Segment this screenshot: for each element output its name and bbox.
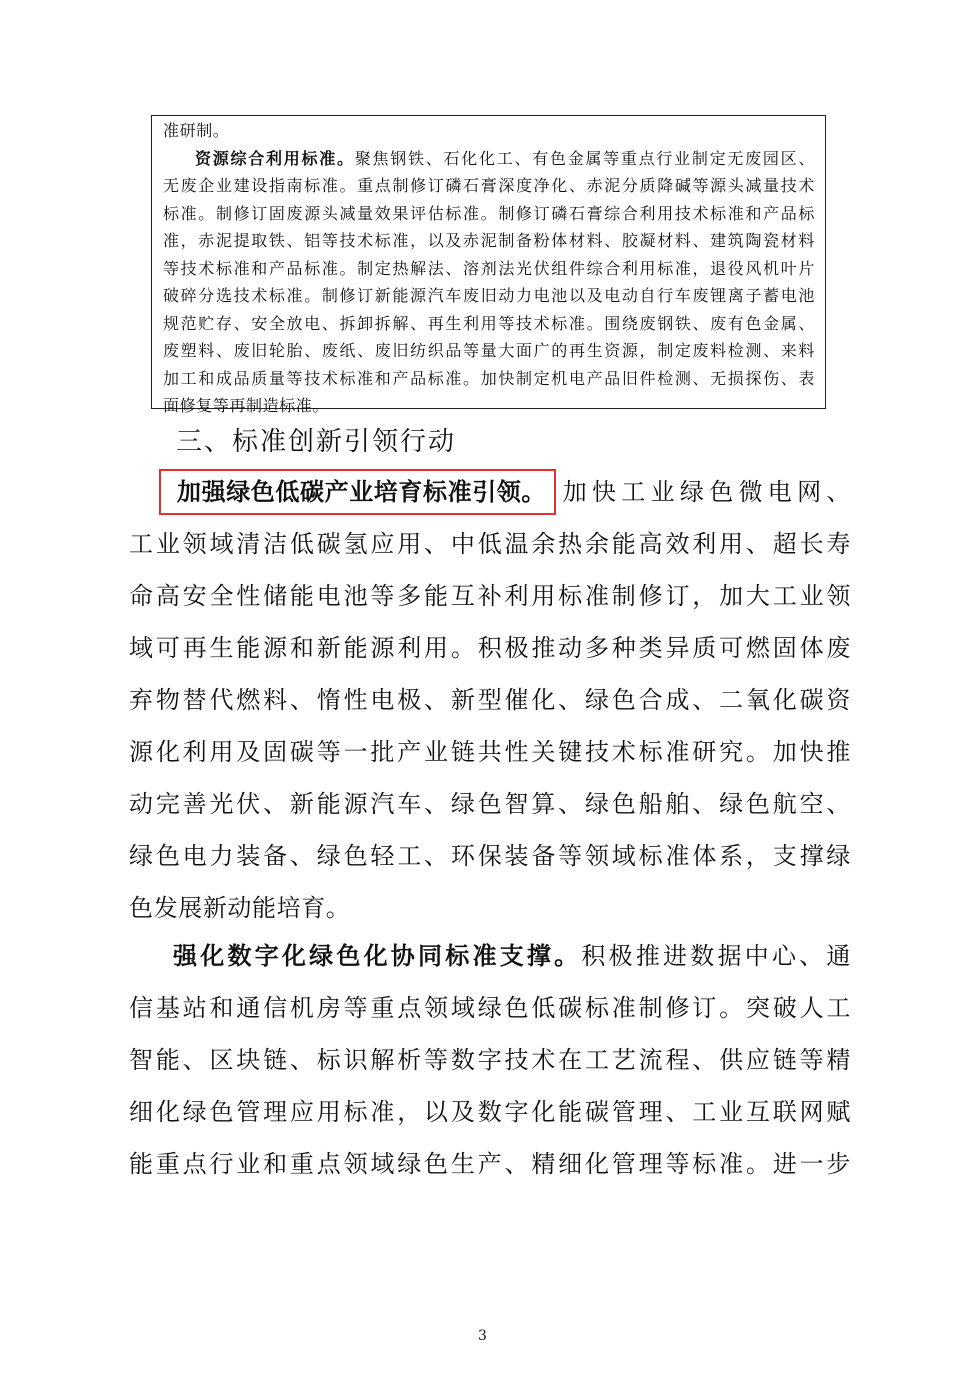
box-line: 废塑料、废旧轮胎、废纸、废旧纺织品等量大面广的再生资源，制定废料检测、来料 [163, 341, 815, 360]
box-line: 资源综合利用标准。聚焦钢铁、石化化工、有色金属等重点行业制定无废园区、 [195, 148, 815, 168]
box-line: 加工和成品质量等技术标准和产品标准。加快制定机电产品旧件检测、无损探伤、表 [163, 368, 815, 388]
paragraph-line: 工业领域清洁低碳氢应用、中低温余热余能高效利用、超长寿 [129, 530, 851, 558]
highlighted-lead-sentence: 加强绿色低碳产业培育标准引领。 [159, 469, 556, 515]
paragraph-line: 源化利用及固碳等一批产业链共性关键技术标准研究。加快推 [129, 738, 851, 766]
paragraph-line: 绿色电力装备、绿色轻工、环保装备等领域标准体系，支撑绿 [129, 842, 851, 870]
box-line: 面修复等再制造标准。 [163, 396, 330, 415]
box-line: 无废企业建设指南标准。重点制修订磷石膏深度净化、赤泥分质降碱等源头减量技术 [163, 176, 815, 195]
lead-sentence: 强化数字化绿色化协同标准支撑。 [173, 941, 582, 970]
section-heading: 三、标准创新引领行动 [176, 427, 457, 457]
paragraph-line: 细化绿色管理应用标准，以及数字化能碳管理、工业互联网赋 [129, 1098, 851, 1126]
page-number: 3 [478, 1328, 487, 1344]
paragraph-line: 智能、区块链、标识解析等数字技术在工艺流程、供应链等精 [129, 1046, 851, 1074]
box-line: 破碎分选技术标准。制修订新能源汽车废旧动力电池以及电动自行车废锂离子蓄电池 [163, 286, 815, 305]
paragraph-line: 动完善光伏、新能源汽车、绿色智算、绿色船舶、绿色航空、 [129, 790, 851, 818]
paragraph-line: 信基站和通信机房等重点领域绿色低碳标准制修订。突破人工 [129, 994, 851, 1022]
paragraph-line: 域可再生能源和新能源利用。积极推动多种类异质可燃固体废 [129, 634, 851, 662]
paragraph-green-industry [129, 466, 851, 934]
paragraph-digital-green [129, 930, 851, 1190]
paragraph-line: 色发展新动能培育。 [129, 894, 351, 922]
box-line: 准，赤泥提取铁、铝等技术标准，以及赤泥制备粉体材料、胶凝材料、建筑陶瓷材料 [163, 231, 815, 250]
paragraph-line: 命高安全性储能电池等多能互补利用标准制修订，加大工业领 [129, 582, 851, 610]
resource-standard-title: 资源综合利用标准。 [195, 148, 355, 168]
box-line: 等技术标准和产品标准。制定热解法、溶剂法光伏组件综合利用标准，退役风机叶片 [163, 258, 815, 278]
paragraph-line: 弃物替代燃料、惰性电极、新型催化、绿色合成、二氧化碳资 [129, 686, 851, 714]
standards-text-box [151, 115, 826, 415]
box-line: 准研制。 [163, 121, 230, 140]
box-line: 规范贮存、安全放电、拆卸拆解、再生利用等技术标准。围绕废钢铁、废有色金属、 [163, 313, 815, 333]
paragraph-line: 能重点行业和重点领域绿色生产、精细化管理等标准。进一步 [129, 1150, 851, 1178]
paragraph-line: 加强绿色低碳产业培育标准引领。 加快工业绿色微电网、 [129, 466, 851, 518]
box-line: 标准。制修订固废源头减量效果评估标准。制修订磷石膏综合利用技术标准和产品标 [163, 203, 815, 223]
paragraph-line: 强化数字化绿色化协同标准支撑。积极推进数据中心、通 [173, 941, 851, 970]
